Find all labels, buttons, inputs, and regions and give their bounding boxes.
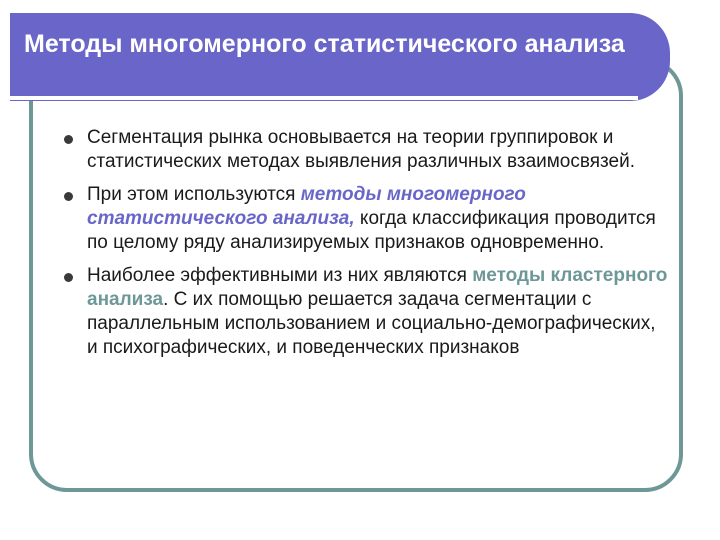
bullet-dot-icon [64, 135, 73, 144]
slide-title: Методы многомерного статистического анализа [24, 30, 625, 58]
bullet-item-segmentation [60, 126, 670, 174]
bullet-text-before: Наиболее эффективными из них являются [87, 265, 473, 286]
title-underline [10, 96, 638, 100]
bullet-text-before: При этом используются [87, 184, 301, 205]
bullet-item-cluster [60, 264, 670, 360]
highlight-cluster-methods: методы кластерного анализа [87, 265, 668, 310]
bullet-text-after: когда классификация проводится по целому ряду анализируемых признаков одновременно. [87, 208, 656, 253]
bullet-text-after: . С их помощью решается задача сегментации с параллельным использованием и социально-демографических, и психографических, и поведенческих признаков [87, 289, 656, 358]
highlight-multivariate-methods: методы многомерного статистического анализа, [87, 184, 526, 229]
bullet-dot-icon [64, 273, 73, 282]
bullet-item-multivariate [60, 183, 670, 255]
bullet-text: Сегментация рынка основывается на теории группировок и статистических методах выявления различных взаимосвязей. [87, 127, 636, 172]
bullet-dot-icon [64, 192, 73, 201]
bullet-list [60, 126, 670, 369]
